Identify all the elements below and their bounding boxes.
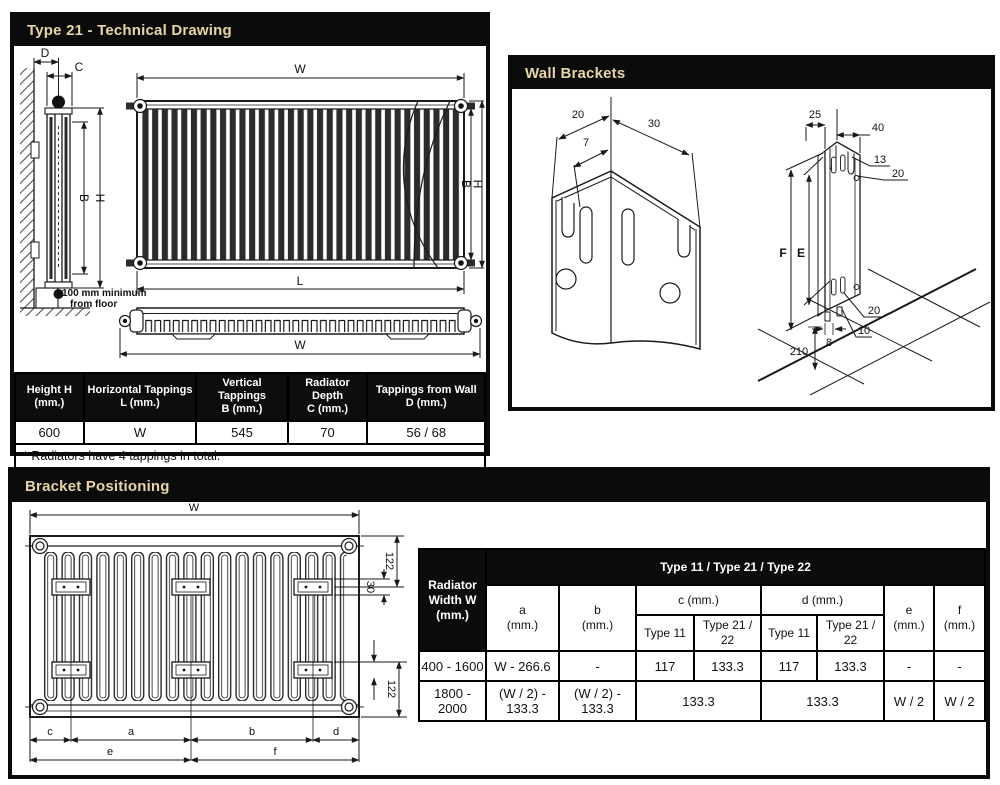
- pos-c-2: 133.3: [636, 681, 761, 721]
- spec-vertical-value: 545: [196, 421, 287, 444]
- pos-d-t2122-1: 133.3: [817, 651, 884, 681]
- pos-col-f: f (mm.): [934, 585, 985, 651]
- wall-brackets-title: Wall Brackets: [512, 59, 991, 89]
- dim-label-122-top: 122: [383, 551, 395, 571]
- technical-drawing-title: Type 21 - Technical Drawing: [14, 16, 486, 46]
- radiator-front-view: [126, 100, 475, 270]
- spec-depth-value: 70: [288, 421, 368, 444]
- dim-label-w-top: W: [294, 338, 306, 352]
- technical-drawing-canvas: [14, 46, 486, 372]
- radiator-top-view: [120, 308, 482, 339]
- dim-label-h-side: H: [93, 193, 107, 203]
- spec-col-tappings-wall: Tappings from Wall D (mm.): [367, 373, 485, 421]
- dim-label-20: 20: [571, 109, 585, 121]
- bracket-positioning-title: Bracket Positioning: [12, 471, 986, 502]
- pos-f-1: -: [934, 651, 985, 681]
- dim-label-w-positioning: W: [188, 502, 200, 514]
- dim-label-l-front: L: [296, 274, 304, 288]
- pos-col-d: d (mm.): [761, 585, 884, 615]
- pos-col-a: a (mm.): [486, 585, 559, 651]
- pos-d-2: 133.3: [761, 681, 884, 721]
- dim-label-25: 25: [808, 109, 822, 121]
- dim-label-20-bottom: 20: [867, 305, 881, 317]
- pos-header-row-1: [419, 549, 985, 585]
- dim-label-c-positioning: c: [47, 726, 53, 738]
- pos-e-2: W / 2: [884, 681, 934, 721]
- pos-c-t11-1: 117: [636, 651, 694, 681]
- dim-label-d-positioning: d: [332, 726, 340, 738]
- bracket-positioning-content: [12, 502, 986, 775]
- dim-label-f-positioning: f: [273, 746, 277, 758]
- spec-tappings-wall-value: 56 / 68: [367, 421, 485, 444]
- pos-a-2: (W / 2) - 133.3: [486, 681, 559, 721]
- dim-label-b-front: B: [459, 179, 473, 189]
- pos-width-range-2: 1800 - 2000: [419, 681, 486, 721]
- technical-spec-table: [14, 372, 486, 469]
- pos-col-c-type11: Type 11: [636, 615, 694, 651]
- pos-a-1: W - 266.6: [486, 651, 559, 681]
- bracket-positioning-table: [418, 548, 986, 722]
- spec-header-row: [15, 373, 485, 421]
- pos-col-d-type2122: Type 21 / 22: [817, 615, 884, 651]
- pos-data-row-1: [419, 651, 985, 681]
- dim-label-h-front: H: [470, 179, 485, 189]
- pos-f-2: W / 2: [934, 681, 985, 721]
- dim-label-b-positioning: b: [248, 726, 256, 738]
- panel-wall-brackets: [508, 55, 995, 411]
- pos-width-range-1: 400 - 1600: [419, 651, 486, 681]
- pos-col-c: c (mm.): [636, 585, 761, 615]
- spec-height-value: 600: [15, 421, 84, 444]
- pos-e-1: -: [884, 651, 934, 681]
- pos-col-radiator-width: Radiator Width W (mm.): [419, 549, 486, 651]
- dim-label-20-top: 20: [891, 168, 905, 180]
- radiator-side-view: [20, 68, 90, 316]
- dim-label-b-side: B: [77, 193, 91, 203]
- pos-b-2: (W / 2) - 133.3: [559, 681, 636, 721]
- dim-label-30: 30: [647, 118, 661, 130]
- dim-label-210: 210: [789, 346, 809, 358]
- pos-b-1: -: [559, 651, 636, 681]
- spec-col-depth: Radiator Depth C (mm.): [288, 373, 368, 421]
- dim-label-f: F: [779, 246, 787, 260]
- bracket-elevation-view: [818, 142, 860, 321]
- dim-label-8: 8: [825, 337, 833, 349]
- dim-label-13: 13: [873, 154, 887, 166]
- pos-c-t2122-1: 133.3: [694, 651, 761, 681]
- pos-col-c-type2122: Type 21 / 22: [694, 615, 761, 651]
- pos-d-t11-1: 117: [761, 651, 817, 681]
- pos-col-b: b (mm.): [559, 585, 636, 651]
- wall-brackets-canvas: [512, 89, 991, 404]
- bracket-positioning-canvas: [12, 502, 417, 772]
- spec-col-height: Height H (mm.): [15, 373, 84, 421]
- floor-note-line2: from floor: [70, 299, 118, 310]
- dim-label-40: 40: [871, 122, 885, 134]
- spec-col-vertical-tappings: Vertical Tappings B (mm.): [196, 373, 287, 421]
- dim-label-w-front: W: [294, 62, 306, 76]
- pos-col-d-type11: Type 11: [761, 615, 817, 651]
- spec-horizontal-value: W: [84, 421, 197, 444]
- panel-technical-drawing: [10, 12, 490, 463]
- panel-bracket-positioning: [8, 467, 990, 779]
- spec-footnote: * Radiators have 4 tappings in total.: [15, 444, 485, 468]
- dim-label-10: 10: [857, 325, 871, 337]
- dim-label-c: C: [74, 60, 84, 74]
- dim-label-30-positioning: 30: [364, 580, 376, 594]
- pos-type-header: Type 11 / Type 21 / Type 22: [486, 549, 985, 585]
- dim-label-7: 7: [582, 137, 590, 149]
- dim-label-e: E: [796, 246, 806, 260]
- bracket-perspective-view: [552, 171, 700, 349]
- dim-label-a-positioning: a: [127, 726, 135, 738]
- pos-data-row-2: [419, 681, 985, 721]
- spec-footnote-row: [15, 444, 485, 468]
- pos-col-e: e (mm.): [884, 585, 934, 651]
- dim-label-e-positioning: e: [106, 746, 114, 758]
- floor-tile-lines: [758, 269, 990, 395]
- spec-data-row: [15, 421, 485, 444]
- dim-label-d: D: [40, 46, 50, 60]
- spec-col-horizontal-tappings: Horizontal Tappings L (mm.): [84, 373, 197, 421]
- dim-label-122-bottom: 122: [385, 679, 397, 699]
- pos-header-row-2: [419, 585, 985, 615]
- floor-note-line1: 100 mm minimum: [62, 288, 147, 299]
